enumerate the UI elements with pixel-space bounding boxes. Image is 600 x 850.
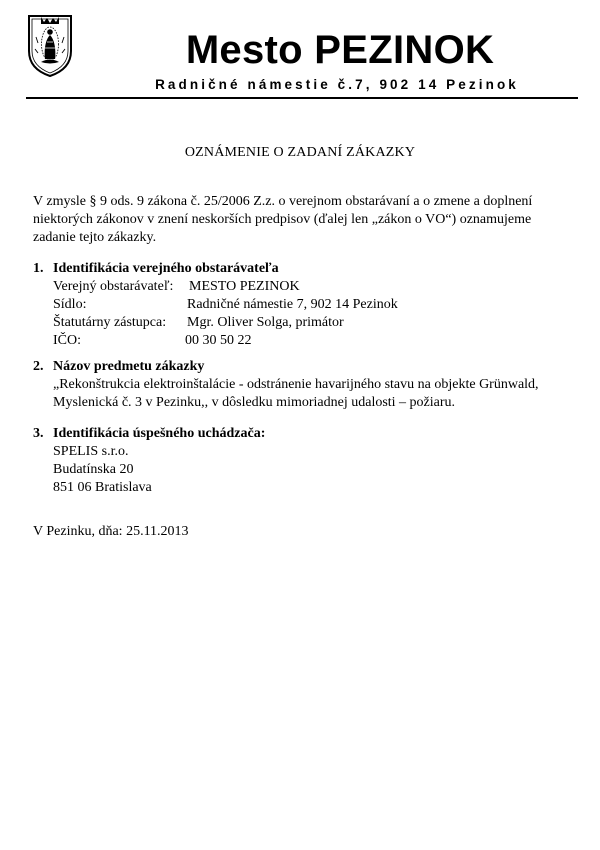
bidder-city: 851 06 Bratislava xyxy=(53,480,152,495)
letterhead-title: Mesto PEZINOK xyxy=(185,28,495,72)
row-value: Radničné námestie 7, 902 14 Pezinok xyxy=(187,297,398,312)
section-heading: Identifikácia úspešného uchádzača: xyxy=(53,426,266,441)
row-value: Mgr. Oliver Solga, primátor xyxy=(187,315,344,330)
intro-text: V zmysle § 9 ods. 9 zákona č. 25/2006 Z.z. o verejnom obstarávaní a o zmene a doplnení niektorých zákonov v znení neskorších predpisov (ďalej len „zákon o VO“) oznamujeme zadanie tejto zákazky. xyxy=(33,194,533,245)
row-label: IČO: xyxy=(53,333,81,348)
subject-line: „Rekonštrukcia elektroinštalácie - odstránenie havarijného stavu na objekte Grünwald, xyxy=(53,377,539,392)
section-number: 2. xyxy=(33,359,44,374)
info-row-ico xyxy=(53,332,578,350)
city-coat-of-arms-icon xyxy=(26,13,74,79)
section-number: 3. xyxy=(33,426,44,441)
info-row-representative xyxy=(53,314,578,332)
row-label: Sídlo: xyxy=(53,297,87,312)
bidder-street: Budatínska 20 xyxy=(53,462,134,477)
letterhead-address: Radničné námestie č.7, 902 14 Pezinok xyxy=(155,77,519,92)
bidder-name: SPELIS s.r.o. xyxy=(53,444,129,459)
section-heading: Názov predmetu zákazky xyxy=(53,359,205,374)
subject-line: Myslenická č. 3 v Pezinku,, v dôsledku mimoriadnej udalosti – požiaru. xyxy=(53,395,456,410)
document-title: OZNÁMENIE O ZADANÍ ZÁKAZKY xyxy=(184,145,416,160)
section-successful-bidder xyxy=(33,425,578,497)
row-label: Verejný obstarávateľ: xyxy=(53,279,174,294)
section-contracting-authority xyxy=(33,260,578,350)
row-value: MESTO PEZINOK xyxy=(189,279,300,294)
row-label: Štatutárny zástupca: xyxy=(53,315,167,330)
section-subject xyxy=(33,358,578,412)
letterhead-divider xyxy=(26,97,578,99)
section-number: 1. xyxy=(33,261,44,276)
section-heading: Identifikácia verejného obstarávateľa xyxy=(53,261,279,276)
info-row-seat xyxy=(53,296,578,314)
intro-paragraph xyxy=(33,193,573,247)
closing-date-line: V Pezinku, dňa: 25.11.2013 xyxy=(33,524,189,539)
info-row-authority xyxy=(53,278,578,296)
row-value: 00 30 50 22 xyxy=(185,333,252,348)
